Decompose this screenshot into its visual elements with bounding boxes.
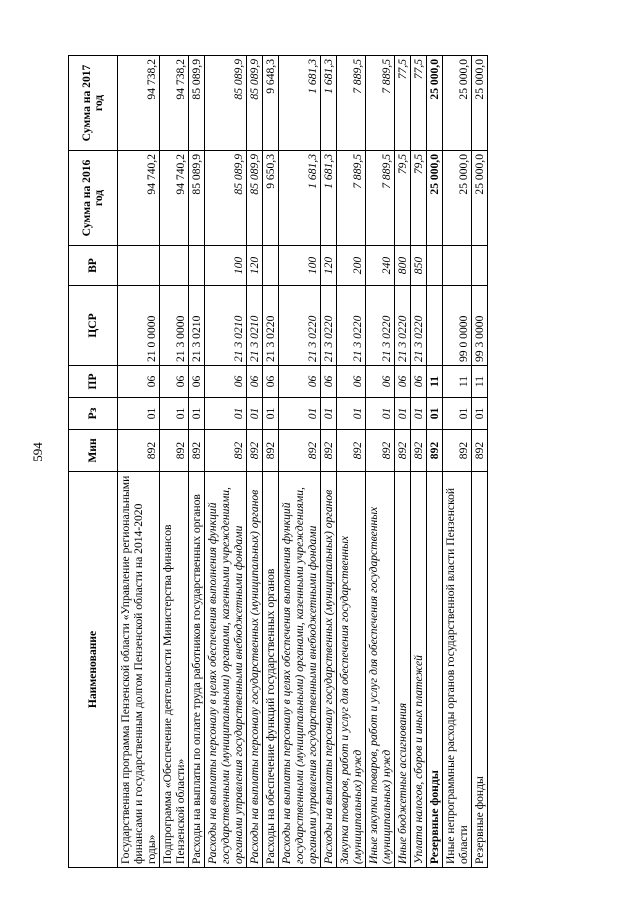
row-name: Расходы на выплаты персоналу в целях обеспечения выполнения функций государственными (муниципальными) органами, казенными учреждениями, органами управления государственными внебюджетными фондами <box>279 472 321 868</box>
row-pr: 06 <box>205 366 247 398</box>
row-name: Иные закупки товаров, работ и услуг для обеспечения государственных (муниципальных) нужд <box>366 472 395 868</box>
row-csr: 99 3 0000 <box>472 286 488 366</box>
table-row <box>366 56 395 868</box>
row-sum-2017: 94 738,2 <box>160 56 189 151</box>
header-pr: ПР <box>69 366 118 398</box>
row-sum-2017: 25 000,0 <box>427 56 443 151</box>
row-min: 892 <box>205 430 247 472</box>
row-sum-2017: 85 089,9 <box>205 56 247 151</box>
row-sum-2017: 9 648,3 <box>263 56 279 151</box>
header-sum-2016: Сумма на 2016 год <box>69 151 118 246</box>
row-pr: 06 <box>279 366 321 398</box>
row-pr: 06 <box>160 366 189 398</box>
table-row <box>279 56 321 868</box>
header-min: Мин <box>69 430 118 472</box>
row-rz: 01 <box>472 398 488 430</box>
row-csr: 21 3 0220 <box>337 286 366 366</box>
row-vr: 200 <box>337 246 366 286</box>
row-min: 892 <box>247 430 263 472</box>
row-csr: 21 3 0220 <box>279 286 321 366</box>
row-pr: 06 <box>189 366 205 398</box>
row-vr: 800 <box>395 246 411 286</box>
row-min: 892 <box>395 430 411 472</box>
table-row <box>263 56 279 868</box>
row-csr: 21 3 0220 <box>366 286 395 366</box>
row-pr: 06 <box>263 366 279 398</box>
table-row <box>427 56 443 868</box>
row-sum-2017: 77,5 <box>411 56 427 151</box>
row-min: 892 <box>337 430 366 472</box>
row-min: 892 <box>366 430 395 472</box>
table-row <box>321 56 337 868</box>
row-sum-2017: 1 681,3 <box>279 56 321 151</box>
row-rz: 01 <box>427 398 443 430</box>
row-min: 892 <box>472 430 488 472</box>
rotated-page-content <box>68 56 576 868</box>
table-row <box>337 56 366 868</box>
row-sum-2017: 25 000,0 <box>443 56 472 151</box>
table-row <box>160 56 189 868</box>
row-sum-2016: 7 889,5 <box>337 151 366 246</box>
row-sum-2016: 85 089,9 <box>189 151 205 246</box>
row-name: Расходы на выплаты персоналу государственных (муниципальных) органов <box>247 472 263 868</box>
row-min: 892 <box>263 430 279 472</box>
row-name: Государственная программа Пензенской области «Управление региональными финансами и государственным долгом Пензенской области на 2014-2020 годы» <box>118 472 160 868</box>
header-sum-2017: Сумма на 2017 год <box>69 56 118 151</box>
row-csr: 99 0 0000 <box>443 286 472 366</box>
row-sum-2016: 79,5 <box>411 151 427 246</box>
row-name: Подпрограмма «Обеспечение деятельности Министерства финансов Пензенской области» <box>160 472 189 868</box>
table-row <box>247 56 263 868</box>
row-sum-2017: 7 889,5 <box>337 56 366 151</box>
row-sum-2017: 77,5 <box>395 56 411 151</box>
row-name: Расходы на выплаты персоналу в целях обеспечения выполнения функций государственными (муниципальными) органами, казенными учреждениями, органами управления государственными внебюджетными фондами <box>205 472 247 868</box>
row-rz: 01 <box>247 398 263 430</box>
row-pr: 06 <box>395 366 411 398</box>
row-sum-2016: 25 000,0 <box>472 151 488 246</box>
row-csr: 21 3 0000 <box>160 286 189 366</box>
row-vr <box>263 246 279 286</box>
header-vr: ВР <box>69 246 118 286</box>
row-csr: 21 3 0220 <box>411 286 427 366</box>
budget-table <box>68 55 488 868</box>
row-sum-2017: 7 889,5 <box>366 56 395 151</box>
row-name: Резервные фонды <box>472 472 488 868</box>
row-vr: 120 <box>247 246 263 286</box>
row-sum-2016: 85 089,9 <box>205 151 247 246</box>
row-pr: 06 <box>247 366 263 398</box>
table-row <box>395 56 411 868</box>
row-rz: 01 <box>118 398 160 430</box>
row-name: Расходы на выплаты по оплате труда работников государственных органов <box>189 472 205 868</box>
row-sum-2016: 25 000,0 <box>427 151 443 246</box>
row-rz: 01 <box>160 398 189 430</box>
row-vr: 100 <box>279 246 321 286</box>
row-csr: 21 3 0210 <box>247 286 263 366</box>
row-min: 892 <box>160 430 189 472</box>
row-min: 892 <box>189 430 205 472</box>
table-row <box>118 56 160 868</box>
row-sum-2016: 94 740,2 <box>160 151 189 246</box>
row-vr: 100 <box>205 246 247 286</box>
row-rz: 01 <box>395 398 411 430</box>
header-rz: Рз <box>69 398 118 430</box>
row-rz: 01 <box>337 398 366 430</box>
row-csr: 21 0 0000 <box>118 286 160 366</box>
row-sum-2016: 79,5 <box>395 151 411 246</box>
table-row <box>189 56 205 868</box>
row-csr: 21 3 0210 <box>205 286 247 366</box>
row-sum-2017: 85 089,9 <box>189 56 205 151</box>
row-name: Уплата налогов, сборов и иных платежей <box>411 472 427 868</box>
table-row <box>205 56 247 868</box>
row-vr: 120 <box>321 246 337 286</box>
row-pr: 06 <box>118 366 160 398</box>
row-name: Расходы на выплаты персоналу государственных (муниципальных) органов <box>321 472 337 868</box>
header-name: Наименование <box>69 472 118 868</box>
row-rz: 01 <box>205 398 247 430</box>
table-row <box>411 56 427 868</box>
row-rz: 01 <box>443 398 472 430</box>
row-min: 892 <box>321 430 337 472</box>
row-name: Резервные фонды <box>427 472 443 868</box>
row-sum-2016: 94 740,2 <box>118 151 160 246</box>
row-name: Расходы на обеспечение функций государственных органов <box>263 472 279 868</box>
row-rz: 01 <box>279 398 321 430</box>
row-min: 892 <box>443 430 472 472</box>
row-vr <box>160 246 189 286</box>
table-row <box>472 56 488 868</box>
row-vr <box>443 246 472 286</box>
row-rz: 01 <box>189 398 205 430</box>
row-csr: 21 3 0220 <box>321 286 337 366</box>
row-csr: 21 3 0210 <box>189 286 205 366</box>
row-vr <box>189 246 205 286</box>
row-sum-2016: 7 889,5 <box>366 151 395 246</box>
row-rz: 01 <box>321 398 337 430</box>
row-min: 892 <box>118 430 160 472</box>
row-sum-2017: 85 089,9 <box>247 56 263 151</box>
row-pr: 06 <box>337 366 366 398</box>
row-min: 892 <box>427 430 443 472</box>
table-header-row <box>69 56 118 868</box>
row-name: Иные непрограммные расходы органов государственной власти Пензенской области <box>443 472 472 868</box>
row-pr: 11 <box>472 366 488 398</box>
row-vr <box>118 246 160 286</box>
row-name: Закупка товаров, работ и услуг для обеспечения государственных (муниципальных) нужд <box>337 472 366 868</box>
row-sum-2016: 25 000,0 <box>443 151 472 246</box>
row-pr: 06 <box>366 366 395 398</box>
row-sum-2016: 1 681,3 <box>321 151 337 246</box>
row-vr <box>472 246 488 286</box>
row-pr: 11 <box>427 366 443 398</box>
row-sum-2017: 25 000,0 <box>472 56 488 151</box>
row-sum-2016: 1 681,3 <box>279 151 321 246</box>
row-min: 892 <box>411 430 427 472</box>
row-csr: 21 3 0220 <box>263 286 279 366</box>
row-name: Иные бюджетные ассигнования <box>395 472 411 868</box>
row-rz: 01 <box>411 398 427 430</box>
row-pr: 06 <box>321 366 337 398</box>
row-rz: 01 <box>263 398 279 430</box>
row-sum-2017: 1 681,3 <box>321 56 337 151</box>
row-vr <box>427 246 443 286</box>
row-rz: 01 <box>366 398 395 430</box>
table-row <box>443 56 472 868</box>
row-pr: 06 <box>411 366 427 398</box>
row-csr <box>427 286 443 366</box>
row-min: 892 <box>279 430 321 472</box>
row-sum-2016: 85 089,9 <box>247 151 263 246</box>
page-number: 594 <box>30 442 45 462</box>
row-vr: 850 <box>411 246 427 286</box>
row-vr: 240 <box>366 246 395 286</box>
row-sum-2016: 9 650,3 <box>263 151 279 246</box>
row-csr: 21 3 0220 <box>395 286 411 366</box>
row-sum-2017: 94 738,2 <box>118 56 160 151</box>
header-csr: ЦСР <box>69 286 118 366</box>
row-pr: 11 <box>443 366 472 398</box>
